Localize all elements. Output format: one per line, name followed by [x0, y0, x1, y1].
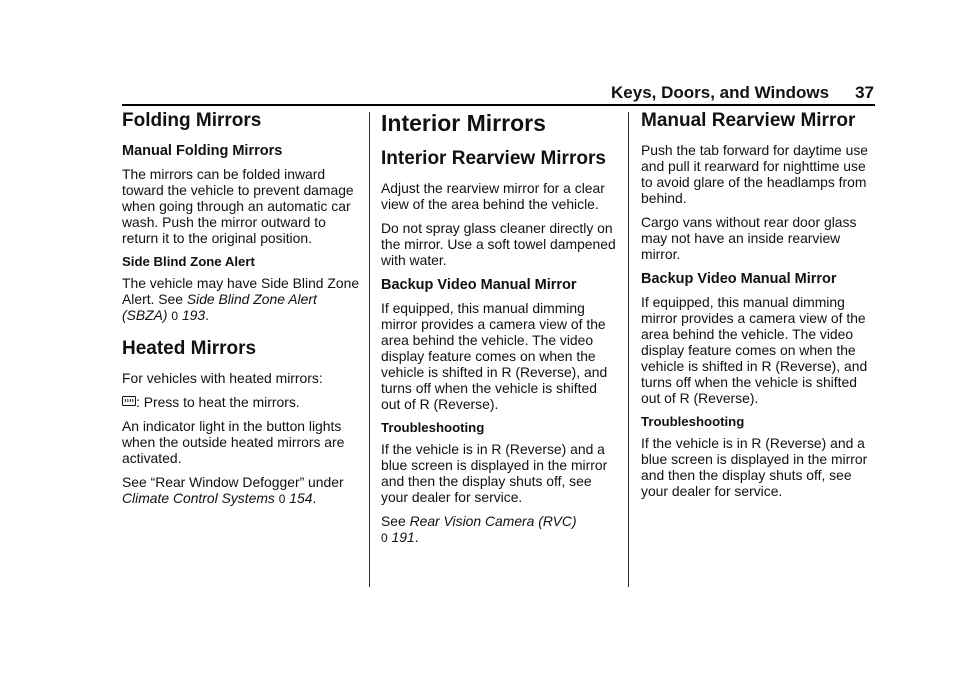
column-divider — [369, 112, 370, 587]
link-sbza[interactable]: Side Blind Zone Alert (SBZA) — [122, 291, 317, 323]
page-ref-sbza[interactable]: 193 — [181, 307, 206, 323]
page-ref-rvc[interactable]: 191 — [391, 529, 415, 545]
paragraph-indicator: An indicator light in the button lights when the outside heated mirrors are activated. — [122, 418, 345, 466]
column-divider — [628, 112, 629, 587]
heading-interior-mirrors: Interior Mirrors — [381, 110, 546, 136]
page-ref-arrow: 0 — [278, 492, 286, 506]
column-2 — [381, 110, 617, 554]
link-rvc[interactable]: Rear Vision Camera (RVC) — [409, 513, 577, 529]
column-3 — [641, 110, 879, 507]
heading-troubleshooting: Troubleshooting — [381, 420, 485, 435]
column-1 — [122, 110, 360, 515]
paragraph-see-rvc: See Rear Vision Camera (RVC) 0 191. — [381, 513, 577, 545]
heading-interior-rearview: Interior Rearview Mirrors — [381, 148, 606, 169]
heading-heated-mirrors: Heated Mirrors — [122, 338, 257, 359]
paragraph-troubleshooting: If the vehicle is in R (Reverse) and a blue screen is displayed in the mirror and then the display shuts off, see your dealer for service. — [641, 435, 868, 499]
heading-manual-folding-mirrors: Manual Folding Mirrors — [122, 143, 283, 159]
paragraph-cargo: Cargo vans without rear door glass may not have an inside rearview mirror. — [641, 214, 857, 262]
paragraph-push: Push the tab forward for daytime use and pull it rearward for nighttime use to avoid glare of the headlamps from behind. — [641, 142, 868, 206]
heading-troubleshooting: Troubleshooting — [641, 414, 745, 429]
page-ref-arrow: 0 — [171, 309, 179, 323]
heading-manual-rearview: Manual Rearview Mirror — [641, 110, 856, 131]
heading-sbza: Side Blind Zone Alert — [122, 254, 255, 269]
page-ref-arrow: 0 — [381, 531, 388, 545]
paragraph-see-climate: See “Rear Window Defogger” under Climate Control Systems 0 154. — [122, 474, 344, 506]
page-number: 37 — [855, 83, 874, 102]
section-title: Keys, Doors, and Windows — [611, 83, 830, 102]
page-ref-climate[interactable]: 154 — [289, 490, 313, 506]
heading-backup-video: Backup Video Manual Mirror — [641, 271, 837, 287]
rear-defogger-icon — [122, 396, 136, 408]
paragraph-heated-press: : Press to heat the mirrors. — [122, 394, 360, 410]
paragraph-heated-intro: For vehicles with heated mirrors: — [122, 370, 323, 386]
paragraph-spray: Do not spray glass cleaner directly on the mirror. Use a soft towel dampened with water. — [381, 220, 616, 268]
header-rule — [122, 104, 875, 106]
paragraph-folding: The mirrors can be folded inward toward the vehicle to prevent damage when going through an automatic car wash. Push the mirror outward to return it to the original position. — [122, 166, 354, 246]
paragraph-backup: If equipped, this manual dimming mirror provides a camera view of the area behind the vehicle. The video display feature comes on when the vehicle is shifted in R (Reverse), and turns off when the vehicle is shifted out of R (Reverse). — [641, 294, 868, 406]
paragraph-sbza: The vehicle may have Side Blind Zone Alert. See Side Blind Zone Alert (SBZA) 0 193. — [122, 275, 360, 323]
paragraph-backup: If equipped, this manual dimming mirror provides a camera view of the area behind the vehicle. The video display feature comes on when the vehicle is shifted in R (Reverse), and turns off when the vehicle is shifted out of R (Reverse). — [381, 300, 608, 412]
paragraph-troubleshooting: If the vehicle is in R (Reverse) and a blue screen is displayed in the mirror and then the display shuts off, see your dealer for service. — [381, 441, 608, 505]
link-climate-control[interactable]: Climate Control Systems — [122, 490, 275, 506]
page-header — [611, 83, 874, 103]
heading-folding-mirrors: Folding Mirrors — [122, 110, 262, 131]
heading-backup-video: Backup Video Manual Mirror — [381, 277, 577, 293]
paragraph-adjust: Adjust the rearview mirror for a clear view of the area behind the vehicle. — [381, 180, 605, 212]
